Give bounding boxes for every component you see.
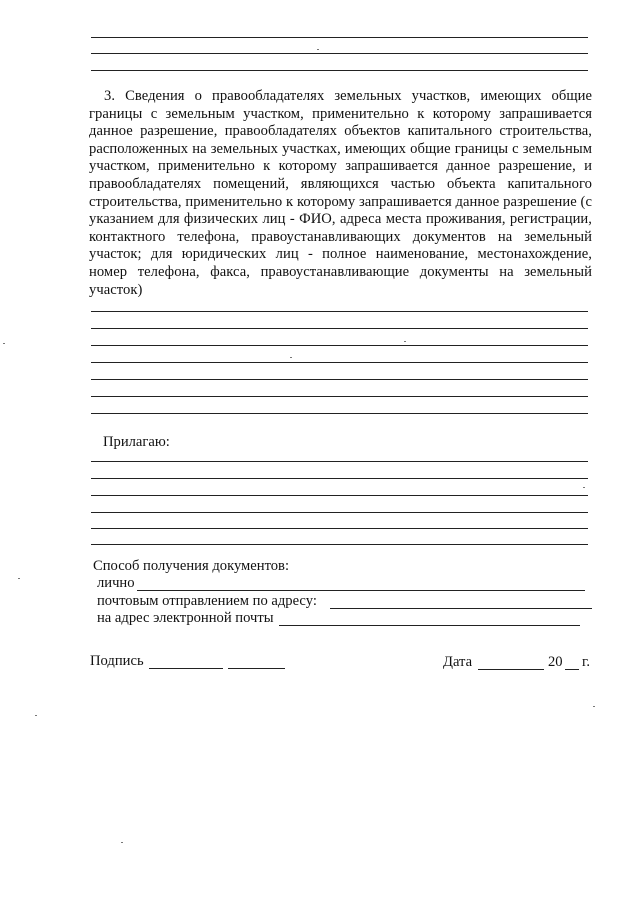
delivery-mail-label: почтовым отправлением по адресу: [97,593,317,609]
section-3-body: 3. Сведения о правообладателях земельных участков, имеющих общие границы с земельным участком, применительно к которому запрашивается данное разрешение, правообладателях объектов капитального строительства, расположенных на земельных участках, имеющих общие границы с земельным участком, применительно к которому запрашивается данное разрешение, и правообладателях помещений, являющихся частью объекта капитального строительства, применительно к которому запрашивается данное разрешение (с указанием для физических лиц - ФИО, адреса места проживания, регистрации, контактного телефона, правоустанавливающих документов на земельный участок; для юридических лиц - полное наименование, местонахождение, номер телефона, факса, правоустанавливающие документы на земельный участок) [89,88,592,298]
scan-speck [3,343,5,344]
delivery-heading: Способ получения документов: [93,558,290,574]
date-label: Дата [443,654,473,670]
scan-speck [404,341,406,342]
date-year-field[interactable] [565,655,579,670]
answer-line[interactable] [91,311,588,312]
attachment-line[interactable] [91,478,588,479]
answer-line[interactable] [91,413,588,414]
attachment-line[interactable] [91,544,588,545]
scan-speck [593,706,595,707]
delivery-in-person-field[interactable] [137,576,585,591]
scan-speck [290,357,292,358]
scan-speck [35,715,37,716]
signature-name-field[interactable] [228,654,285,669]
attachment-line[interactable] [91,461,588,462]
answer-line[interactable] [91,328,588,329]
blank-line [91,37,588,38]
date-field[interactable] [478,655,544,670]
scan-speck [121,842,123,843]
blank-line [91,53,588,54]
scan-speck [18,578,20,579]
answer-line[interactable] [91,379,588,380]
signature-field[interactable] [149,654,223,669]
date-year-suffix: г. [582,654,590,670]
signature-label: Подпись [90,653,144,669]
delivery-email-field[interactable] [279,611,580,626]
answer-line[interactable] [91,345,588,346]
attachment-line[interactable] [91,512,588,513]
scan-speck [583,487,585,488]
delivery-email-label: на адрес электронной почты [97,610,274,626]
blank-line [91,70,588,71]
delivery-in-person-label: лично [97,575,135,591]
section-3-text [89,88,592,299]
scan-speck [317,49,319,50]
attachments-label: Прилагаю: [103,434,170,450]
attachment-line[interactable] [91,528,588,529]
answer-line[interactable] [91,396,588,397]
attachment-line[interactable] [91,495,588,496]
answer-line[interactable] [91,362,588,363]
delivery-mail-field[interactable] [330,594,592,609]
date-year-prefix: 20 [548,654,563,670]
